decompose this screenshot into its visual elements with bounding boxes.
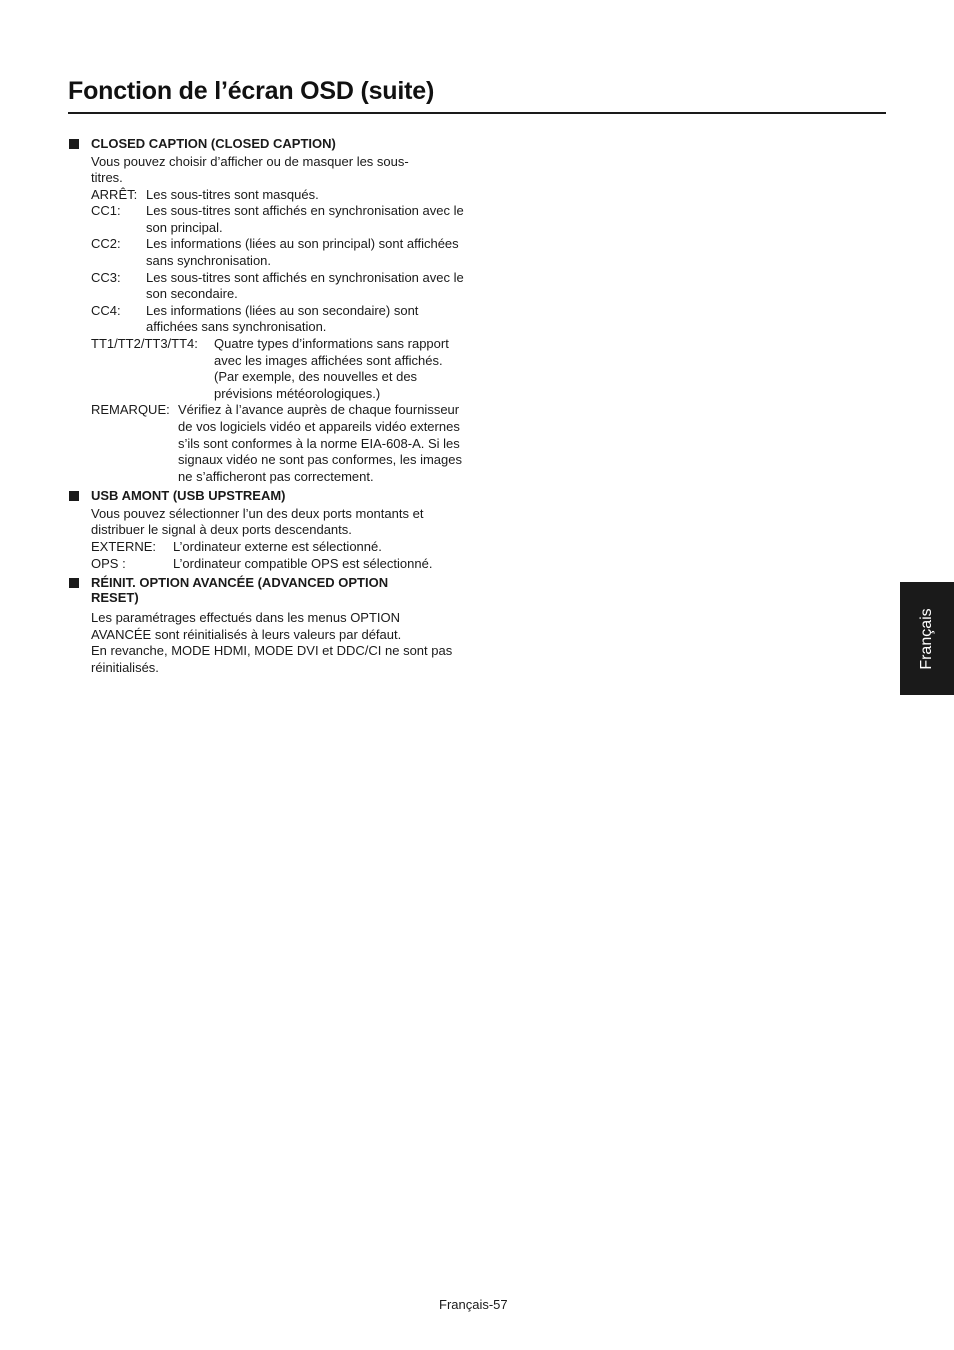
option-text: L’ordinateur compatible OPS est sélectionné. [173,555,433,571]
section-heading: USB AMONT (USB UPSTREAM) [91,488,286,504]
option-label: CC4: [91,302,121,318]
note-label: REMARQUE: [91,402,170,418]
square-bullet-icon [69,491,79,501]
section-intro: Vous pouvez sélectionner l’un des deux ports montants et distribuer le signal à deux ports descendants. [91,505,424,538]
option-row [91,203,468,236]
option-text: Les informations (liées au son principal) sont affichées sans synchronisation. [146,236,459,269]
main-content [68,137,468,681]
option-label: CC1: [91,203,121,219]
option-row [91,303,468,336]
option-label: CC3: [91,269,121,285]
option-label: OPS : [91,555,126,571]
option-text: Les sous-titres sont affichés en synchronisation avec le son secondaire. [146,269,464,302]
option-text: L’ordinateur externe est sélectionné. [173,539,382,555]
language-label: Français [918,607,935,670]
option-row [91,270,468,303]
option-row [91,336,468,402]
title-divider [68,112,886,114]
option-label: CC2: [91,236,121,252]
option-text: Les sous-titres sont affichés en synchronisation avec le son principal. [146,203,464,235]
section-paragraph: En revanche, MODE HDMI, MODE DVI et DDC/CI ne sont pas réinitialisés. [91,643,453,676]
note-text: Vérifiez à l’avance auprès de chaque fournisseur de vos logiciels vidéo et appareils vidéo externes s’ils sont conformes à la norme EIA-608-A. Si les signaux vidéo ne sont pas conformes, les images ne s’afficheront pas correctement. [178,402,462,484]
square-bullet-icon [69,578,79,588]
option-row [91,556,468,573]
option-row [91,236,468,269]
section-closed-caption [68,137,468,485]
section-paragraph: Les paramétrages effectués dans les menus OPTION AVANCÉE sont réinitialisés à leurs valeurs par défaut. [91,610,402,642]
square-bullet-icon [69,139,79,149]
option-text: Les sous-titres sont masqués. [146,186,319,202]
page-number: Français-57 [439,1297,508,1312]
option-label: TT1/TT2/TT3/TT4: [91,336,198,352]
section-advanced-reset [68,576,468,676]
option-text: Les informations (liées au son secondaire) sont affichées sans synchronisation. [146,302,419,335]
section-heading: RÉINIT. OPTION AVANCÉE (ADVANCED OPTION RESET) [91,575,389,605]
note-row [91,402,468,485]
option-text: Quatre types d’informations sans rapport avec les images affichées sont affichés. (Par exemple, des nouvelles et des prévisions météorologiques.) [214,336,449,401]
section-usb-upstream [68,489,468,572]
section-intro: Vous pouvez choisir d’afficher ou de masquer les sous-titres. [91,153,409,186]
option-label: ARRÊT: [91,186,138,202]
option-row [91,187,468,204]
page-title: Fonction de l’écran OSD (suite) [68,77,435,105]
section-heading: CLOSED CAPTION (CLOSED CAPTION) [91,136,336,151]
option-label: EXTERNE: [91,539,157,555]
language-side-tab [900,582,954,695]
option-row [91,539,468,556]
